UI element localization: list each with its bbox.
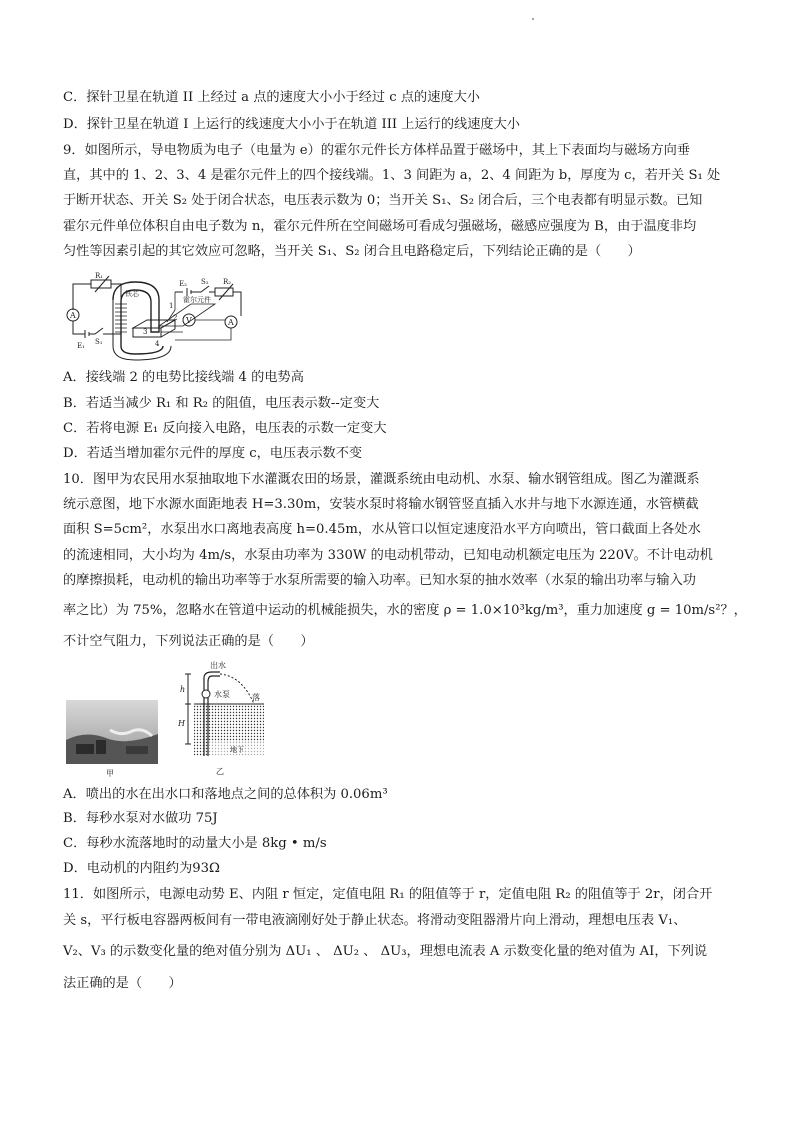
battery-e1-icon — [85, 330, 89, 338]
q10-stem-3: 面积 S=5cm²，水泵出水口离地表高度 h=0.45m，水从管口以恒定速度沿水平方向喷出，管口截面上各处水 — [63, 522, 701, 537]
option-9a: A．接线端 2 的电势比接线端 4 的电势高 — [63, 370, 304, 385]
q9-stem-2: 直，其中的 1、2、3、4 是霍尔元件上的四个接线端。1、3 间距为 a，2、4 间距为 b，厚度为 c，若开关 S₁ 处 — [63, 168, 721, 183]
label-hall-element: 霍尔元件 — [183, 296, 211, 304]
label-r2: R₂ — [223, 278, 232, 286]
terminal-1: 1 — [169, 302, 174, 310]
label-pump: 水泵 — [214, 690, 230, 699]
option-9b: B．若适当减少 R₁ 和 R₂ 的阻值，电压表示数--定变大 — [63, 396, 380, 411]
q10-stem-2: 统示意图，地下水源水面距地表 H=3.30m，安装水泵时将输水钢管竖直插入水井与地下水源连通，水管横截 — [63, 497, 699, 512]
q10-stem-5: 的摩擦损耗，电动机的输出功率等于水泵所需要的输入功率。已知水泵的抽水效率（水泵的输出功率与输入功 — [63, 573, 696, 588]
ammeter-left-label: A — [70, 311, 76, 320]
option-9d: D．若适当增加霍尔元件的厚度 c，电压表示数不变 — [63, 446, 363, 461]
option-10c: C．每秒水流落地时的动量大小是 8kg • m/s — [63, 836, 327, 851]
label-H: H — [178, 719, 185, 728]
water-trajectory — [220, 674, 254, 704]
q10-stem-1: 10．图甲为农民用水泵抽取地下水灌溉农田的场景，灌溉系统由电动机、水泵、输水钢管组成。图乙为灌溉系 — [63, 472, 700, 487]
wire-right — [233, 292, 241, 316]
q9-stem-1: 9．如图所示，导电物质为电子（电量为 e）的霍尔元件长方体样品置于磁场中，其上下表面均与磁场方向垂 — [63, 143, 691, 158]
option-10b: B．每秒水泵对水做功 75J — [63, 811, 218, 826]
voltmeter-label: V — [186, 316, 192, 325]
terminal-4: 4 — [155, 340, 160, 348]
irrigation-photo — [66, 700, 166, 780]
q9-stem-3: 于断开状态、开关 S₂ 处于闭合状态，电压表示数为 0；当开关 S₁、S₂ 闭合后，三个电表都有明显示数。已知 — [63, 193, 703, 208]
q11-stem-1: 11．如图所示，电源电动势 E、内阻 r 恒定，定值电阻 R₁ 的阻值等于 r，定值电阻 R₂ 的阻值等于 2r，闭合开 — [63, 887, 713, 902]
label-iron-core: 铁芯 — [125, 290, 139, 298]
irrigation-schematic — [172, 660, 264, 780]
label-s1: S₁ — [95, 338, 103, 346]
q11-stem-3: V₂、V₃ 的示数变化量的绝对值分别为 ΔU₁ 、 ΔU₂ 、 ΔU₃，理想电流表 A 示数变化量的绝对值为 AI，下列说 — [63, 944, 708, 959]
wire-return — [175, 328, 231, 340]
hall-element-circuit-diagram — [63, 270, 249, 362]
caption-yi: 乙 — [216, 767, 224, 776]
pump-icon — [202, 690, 210, 698]
q11-stem-4: 法正确的是（ ） — [63, 976, 182, 991]
resistor-r1 — [91, 280, 111, 288]
option-8c: C．探针卫星在轨道 II 上经过 a 点的速度大小小于经过 c 点的速度大小 — [63, 90, 480, 105]
hall-element-side — [161, 320, 175, 337]
switch-s1-icon — [89, 328, 121, 334]
label-outlet: 出水 — [210, 661, 226, 670]
q11-stem-2: 关 s，平行板电容器两板间有一带电液滴刚好处于静止状态。将滑动变阻器滑片向上滑动，理想电压表 V₁、 — [63, 913, 687, 928]
terminal-2: 2 — [173, 314, 178, 322]
photo-field — [126, 746, 148, 754]
wire-top-left — [73, 284, 91, 310]
label-r1: R₁ — [95, 272, 104, 280]
caption-jia: 甲 — [106, 769, 114, 778]
corner-mark — [532, 18, 534, 20]
q9-stem-4: 霍尔元件单位体积自由电子数为 n，霍尔元件所在空间磁场可看成匀强磁场，磁感应强度为 B，由于温度非均 — [63, 219, 697, 234]
q10-stem-6: 率之比）为 75%，忽略水在管道中运动的机械能损失，水的密度 ρ = 1.0×10³kg/m³，重力加速度 g = 10m/s²？， — [63, 603, 747, 618]
q10-stem-4: 的流速相同，大小均为 4m/s，水泵由功率为 330W 的电动机带动，已知电动机额定电压为 220V。不计电动机 — [63, 548, 713, 563]
label-e2: E₂ — [179, 280, 187, 288]
h-dimension — [185, 674, 191, 704]
pipe-outlet — [204, 672, 220, 682]
q10-stem-7: 不计空气阻力，下列说法正确的是（ ） — [63, 634, 314, 649]
q9-stem-5: 匀性等因素引起的其它效应可忽略，当开关 S₁、S₂ 闭合且电路稳定后，下列结论正确的是（ ） — [63, 244, 641, 259]
label-e1: E₁ — [77, 342, 85, 350]
H-dimension — [185, 704, 191, 744]
terminal-3: 3 — [143, 328, 148, 336]
label-underground: 地下 — [230, 746, 244, 754]
option-8d: D．探针卫星在轨道 I 上运行的线速度大小小于在轨道 III 上运行的线速度大小 — [63, 117, 520, 132]
ammeter-right-label: A — [228, 318, 234, 327]
option-9c: C．若将电源 E₁ 反向接入电路，电压表的示数一定变大 — [63, 421, 387, 436]
label-s2: S₂ — [201, 278, 209, 286]
option-10d: D．电动机的内阻约为93Ω — [63, 861, 220, 876]
label-landing: 落 — [252, 693, 260, 702]
label-h: h — [180, 685, 186, 694]
wire-bottom-left — [73, 321, 85, 334]
option-10a: A．喷出的水在出水口和落地点之间的总体积为 0.06m³ — [63, 787, 388, 802]
rheostat-r2-arrow — [219, 284, 233, 300]
